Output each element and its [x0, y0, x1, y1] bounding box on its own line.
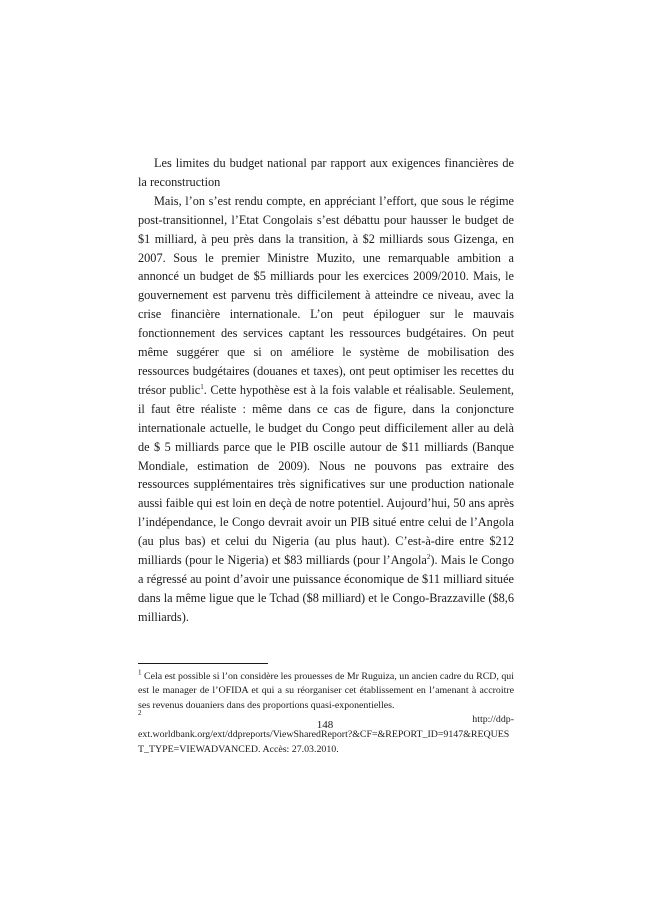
footnote-1-text: Cela est possible si l’on considère les prouesses de Mr Ruguiza, un ancien cadre du RCD, qui est le manager de l’OFIDA et qui a su réorganiser cet établissement en l’amenant à accroitre ses revenus douaniers dans des proportions quasi-exponentielles. — [138, 670, 514, 711]
footnote-2-url[interactable]: ext.worldbank.org/ext/ddpreports/ViewSharedReport?&CF=&REPORT_ID=9147&REQUEST_TYPE=VIEWADVANCED. — [138, 729, 510, 755]
footnote-2-url-start[interactable]: http://ddp- — [472, 714, 514, 726]
footnote-separator — [138, 663, 268, 664]
footnotes — [138, 670, 514, 758]
footnote-reference-2: 2 — [426, 552, 431, 561]
paragraph-text-1: Mais, l’on s’est rendu compte, en appréciant l’effort, que sous le régime post-transitionnel, l’Etat Congolais s’est débattu pour hausser le budget de $1 milliard, à peu près dans la transition, à $2 milliards sous Gizenga, en 2007. Sous le premier Ministre Muzito, une remarquable ambition a annoncé un budget de $5 milliards pour les exercices 2009/2010. Mais, le gouvernement est parvenu très difficilement à atteindre ce niveau, avec la crise financière internationale. L’on peut épiloguer sur le mauvais fonctionnement des services captant les ressources budgétaires. On peut même suggérer que si on améliore le système de mobilisation des ressources budgétaires (douanes et taxes), ont peut optimiser les recettes du trésor public — [138, 193, 514, 397]
footnote-2-access-date: Accès: 27.03.2010. — [260, 743, 339, 755]
main-text — [138, 154, 514, 627]
footnote-1 — [138, 670, 514, 714]
footnote-2-number: 2 — [138, 709, 142, 718]
page-number: 148 — [316, 719, 334, 731]
paragraph-text-2: . Cette hypothèse est à la fois valable et réalisable. Seulement, il faut être réaliste : même dans ce cas de figure, dans la conjoncture internationale actuelle, le budget du Congo peut difficilement aller au delà de $ 5 milliards parce que le PIB oscille autour de $11 milliards (Banque Mondiale, estimation de 2009). Nous ne pouvons pas extraire des ressources supplémentaires très significatives sur une production nationale aussi faible qui est loin en deçà de notre potentiel. Aujourd’hui, 50 ans après l’indépendance, le Congo devrait avoir un PIB situé entre celui de l’Angola (au plus bas) et celui du Nigeria (au plus haut). C’est-à-dire entre $212 milliards (pour le Nigeria) et $83 milliards (pour l’Angola — [138, 382, 515, 568]
section-heading: Les limites du budget national par rapport aux exigences financières de la reconstruction — [138, 156, 514, 189]
page-content — [138, 154, 514, 757]
footnote-reference-1: 1 — [200, 382, 204, 391]
body-paragraph — [138, 192, 514, 627]
footnote-1-number: 1 — [138, 668, 142, 677]
paragraph-text-3: ). Mais le Congo a régressé au point d’avoir une puissance économique de $11 milliard située dans la même ligue que le Tchad ($8 milliard) et le Congo-Brazzaville ($8,6 milliards). — [138, 553, 514, 624]
footnote-2 — [138, 728, 514, 757]
